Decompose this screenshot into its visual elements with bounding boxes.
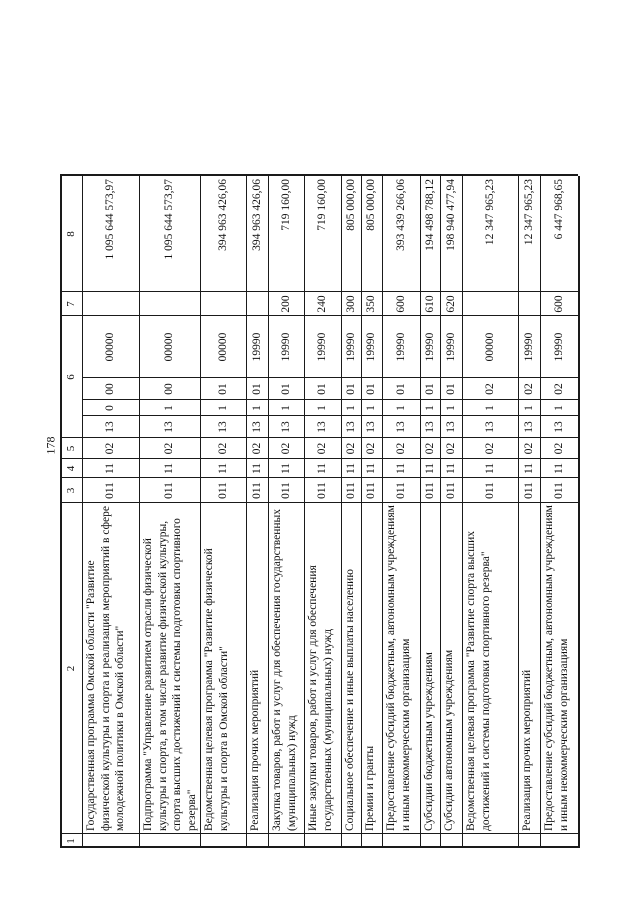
- row-name: Субсидии бюджетным учреждениям: [423, 652, 435, 831]
- code-program: 13: [423, 421, 436, 433]
- code-ministry: 011: [316, 482, 329, 499]
- expense-type: [200, 292, 246, 316]
- code-subsection: 02: [552, 442, 565, 455]
- code-subprogram: 1: [250, 405, 263, 411]
- code-program: 13: [316, 421, 329, 433]
- code-event: 01: [250, 383, 263, 395]
- code-direction: 19990: [552, 332, 565, 362]
- expense-type: 350: [365, 295, 378, 313]
- header-cell: 5: [64, 445, 77, 452]
- amount-value: 1 095 644 573,97: [104, 179, 117, 260]
- code-program: 13: [552, 421, 565, 433]
- amount-value: 805 000,00: [365, 179, 378, 231]
- code-subsection: 02: [163, 442, 176, 455]
- code-event: 01: [423, 383, 436, 395]
- code-direction: 00000: [163, 332, 176, 362]
- code-ministry: 011: [250, 482, 263, 499]
- code-section: 11: [104, 462, 117, 475]
- code-event: 01: [279, 383, 292, 395]
- code-subsection: 02: [365, 442, 378, 455]
- code-program: 13: [250, 421, 263, 433]
- code-ministry: 011: [483, 482, 496, 499]
- code-event: 01: [344, 383, 357, 395]
- code-program: 13: [522, 421, 535, 433]
- code-subprogram: 1: [316, 405, 329, 411]
- code-ministry: 011: [423, 482, 436, 499]
- amount-value: 1 095 644 573,97: [163, 179, 176, 260]
- code-subprogram: 0: [104, 405, 117, 411]
- code-program: 13: [104, 421, 117, 433]
- header-cell: 1: [64, 838, 77, 844]
- expense-type: 600: [552, 295, 565, 313]
- code-direction: 00000: [104, 332, 117, 362]
- code-subprogram: 1: [344, 405, 357, 411]
- code-event: 00: [104, 383, 117, 395]
- row-border: [578, 176, 580, 848]
- code-direction: 19990: [394, 332, 407, 362]
- code-ministry: 011: [279, 482, 292, 499]
- amount-value: 6 447 968,65: [552, 179, 565, 240]
- code-subsection: 02: [522, 442, 535, 455]
- row-name: Иные закупки товаров, работ и услуг для обеспечения государственных (муниципальных) нужд: [307, 565, 334, 831]
- expense-type: [518, 292, 540, 316]
- expense-type: 620: [444, 295, 457, 313]
- row-name: Субсидии автономным учреждениям: [443, 649, 455, 831]
- code-section: 11: [344, 462, 357, 475]
- code-program: 13: [163, 421, 176, 433]
- code-section: 11: [444, 462, 457, 475]
- code-ministry: 011: [365, 482, 378, 499]
- code-direction: 19990: [279, 332, 292, 362]
- code-subsection: 02: [316, 442, 329, 455]
- code-direction: 19990: [250, 332, 263, 362]
- code-ministry: 011: [552, 482, 565, 499]
- code-section: 11: [552, 462, 565, 475]
- expense-type: 610: [423, 295, 436, 313]
- code-ministry: 011: [444, 482, 457, 499]
- expense-type: [82, 292, 139, 316]
- code-ministry: 011: [522, 482, 535, 499]
- code-event: 01: [365, 383, 378, 395]
- code-direction: 19990: [444, 332, 457, 362]
- code-section: 11: [522, 462, 535, 475]
- code-direction: 00000: [483, 332, 496, 362]
- code-subsection: 02: [250, 442, 263, 455]
- row-name: Предоставление субсидий бюджетным, автономным учреждениям и иным некоммерческим организациям: [385, 505, 412, 831]
- amount-value: 719 160,00: [316, 179, 329, 231]
- budget-table: [60, 0, 580, 848]
- amount-value: 12 347 965,23: [522, 179, 535, 246]
- code-program: 13: [444, 421, 457, 433]
- code-ministry: 011: [344, 482, 357, 499]
- code-subsection: 02: [394, 442, 407, 455]
- code-subprogram: 1: [365, 405, 378, 411]
- row-name: Подпрограмма "Управление развитием отрасли физической культуры и спорта, в том числе развитие физической культуры, спорта высших достижений и системы подготовки спортивного резерва": [142, 518, 198, 831]
- amount-value: 393 439 266,06: [394, 179, 407, 251]
- amount-value: 394 963 426,06: [216, 179, 229, 251]
- code-event: 01: [394, 383, 407, 395]
- code-section: 11: [216, 462, 229, 475]
- rotated-page: [60, 0, 580, 848]
- code-ministry: 011: [163, 482, 176, 499]
- code-program: 13: [365, 421, 378, 433]
- code-subprogram: 1: [483, 405, 496, 411]
- code-section: 11: [279, 462, 292, 475]
- code-direction: 00000: [216, 332, 229, 362]
- code-direction: 19990: [522, 332, 535, 362]
- header-cell: 6: [64, 374, 77, 380]
- code-event: 02: [522, 383, 535, 395]
- code-subsection: 02: [423, 442, 436, 455]
- code-event: 00: [163, 383, 176, 395]
- row-name: Закупка товаров, работ и услуг для обеспечения государственных (муниципальных) нужд: [271, 508, 298, 831]
- code-subprogram: 1: [444, 405, 457, 411]
- code-program: 13: [483, 421, 496, 433]
- row-name: Социальное обеспечение и иные выплаты населению: [344, 569, 356, 831]
- code-event: 02: [483, 383, 496, 395]
- expense-type: 200: [279, 295, 292, 313]
- code-event: 01: [216, 383, 229, 395]
- code-section: 11: [316, 462, 329, 475]
- row-name: Ведомственная целевая программа "Развитие спорта высших достижений и системы подготовки спортивного резерва": [465, 530, 492, 831]
- code-subprogram: 1: [423, 405, 436, 411]
- code-subsection: 02: [344, 442, 357, 455]
- amount-value: 12 347 965,23: [483, 179, 496, 246]
- column-border: [60, 846, 578, 848]
- code-subprogram: 1: [394, 405, 407, 411]
- code-event: 01: [316, 383, 329, 395]
- amount-value: 194 498 788,12: [423, 179, 436, 251]
- row-name: Реализация прочих мероприятий: [521, 669, 533, 831]
- code-program: 13: [394, 421, 407, 433]
- row-name: Премии и гранты: [364, 745, 376, 831]
- code-program: 13: [216, 421, 229, 433]
- code-section: 11: [250, 462, 263, 475]
- amount-value: 719 160,00: [279, 179, 292, 231]
- code-subsection: 02: [483, 442, 496, 455]
- code-direction: 19990: [365, 332, 378, 362]
- expense-type: [246, 292, 268, 316]
- code-direction: 19990: [423, 332, 436, 362]
- code-section: 11: [394, 462, 407, 475]
- amount-value: 394 963 426,06: [250, 179, 263, 251]
- code-section: 11: [163, 462, 176, 475]
- code-subsection: 02: [216, 442, 229, 455]
- row-name: Государственная программа Омской области "Развитие физической культуры и спорта и реализация мероприятий в сфере молодежной политики в Омской области": [85, 506, 126, 831]
- code-subsection: 02: [279, 442, 292, 455]
- code-ministry: 011: [394, 482, 407, 499]
- code-section: 11: [365, 462, 378, 475]
- row-name: Ведомственная целевая программа "Развитие физической культуры и спорта в Омской области": [203, 548, 230, 831]
- row-name: Предоставление субсидий бюджетным, автономным учреждениям и иным некоммерческим организациям: [543, 505, 570, 831]
- code-subsection: 02: [104, 442, 117, 455]
- code-subprogram: 1: [279, 405, 292, 411]
- expense-type: [139, 292, 200, 316]
- code-subprogram: 1: [163, 405, 176, 411]
- header-cell: 8: [64, 231, 77, 237]
- page-number: 178: [43, 436, 58, 455]
- expense-type: 240: [316, 295, 329, 313]
- row-name: Реализация прочих мероприятий: [249, 669, 261, 831]
- amount-value: 198 940 477,94: [444, 179, 457, 251]
- code-program: 13: [279, 421, 292, 433]
- header-cell: 2: [64, 665, 77, 672]
- header-cell: 7: [64, 301, 77, 307]
- code-section: 11: [483, 462, 496, 475]
- code-event: 02: [552, 383, 565, 395]
- expense-type: [462, 292, 518, 316]
- code-ministry: 011: [104, 482, 117, 499]
- code-ministry: 011: [216, 482, 229, 499]
- code-event: 01: [444, 383, 457, 395]
- code-subprogram: 1: [216, 405, 229, 411]
- expense-type: 600: [394, 295, 407, 313]
- code-direction: 19990: [344, 332, 357, 362]
- header-cell: 4: [64, 465, 77, 472]
- code-subsection: 02: [444, 442, 457, 455]
- code-subprogram: 1: [522, 405, 535, 411]
- code-direction: 19990: [316, 332, 329, 362]
- code-program: 13: [344, 421, 357, 433]
- amount-value: 805 000,00: [344, 179, 357, 231]
- code-section: 11: [423, 462, 436, 475]
- code-subprogram: 1: [552, 405, 565, 411]
- expense-type: 300: [344, 295, 357, 313]
- header-cell: 3: [64, 487, 77, 494]
